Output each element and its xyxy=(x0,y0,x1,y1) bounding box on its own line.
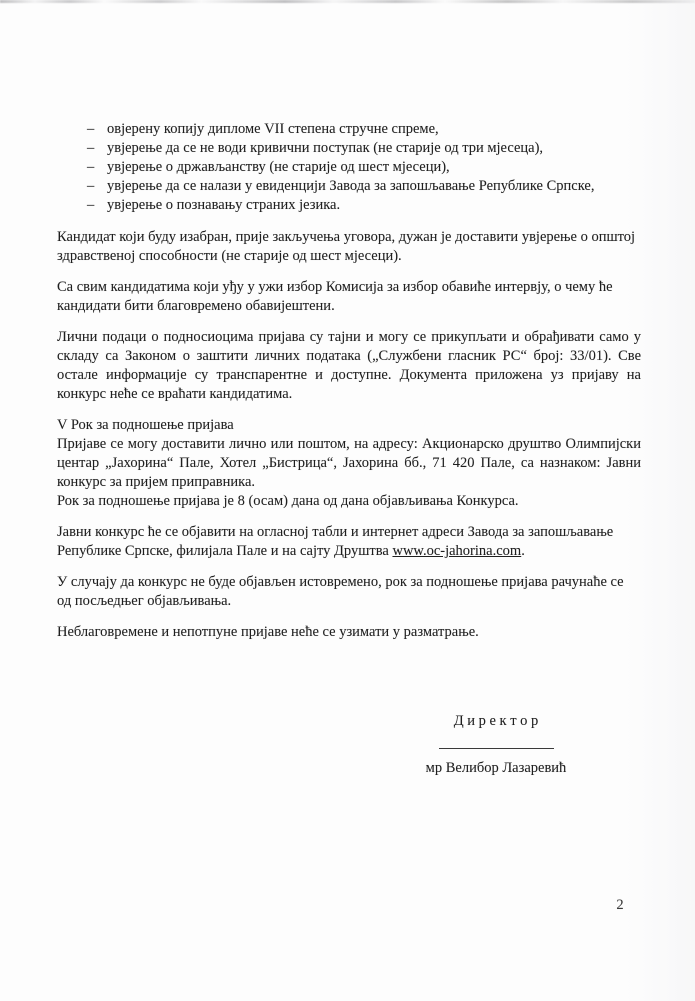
paragraph-candidate-health: Кандидат који буду изабран, прије закључења уговора, дужан је доставити увјерење о општој здравственој способности (не старије од шест мјесеци). xyxy=(57,229,636,264)
dash-marker: – xyxy=(87,197,95,213)
bullet-text: увјерење о држављанству (не старије од шест мјесеци), xyxy=(107,159,450,175)
scan-artifact-top-edge xyxy=(0,0,695,3)
list-item xyxy=(57,196,641,215)
signature-name: мр Велибор Лазаревић xyxy=(425,760,567,776)
website-link: www.oc-jahorina.com xyxy=(392,543,522,559)
paragraph-publication xyxy=(57,523,641,561)
bullet-text: увјерење да се не води кривични поступак (не старије од три мјесеца), xyxy=(107,140,544,156)
document-body xyxy=(57,120,641,654)
bullet-text: овјерену копију дипломе VII степена стручне спреме, xyxy=(107,121,439,137)
sentence-period: . xyxy=(521,543,525,559)
signature-line xyxy=(439,748,554,749)
publication-text: Јавни конкурс ће се објавити на огласној табли и интернет адреси Завода за запошљавање Републике Српске, филијала Пале и на сајту Друштва xyxy=(57,524,614,559)
dash-marker: – xyxy=(87,178,95,194)
requirements-bullet-list xyxy=(57,120,641,215)
list-item xyxy=(57,120,641,139)
paragraph-simultaneous-publication: У случају да конкурс не буде објављен истовремено, рок за подношење пријава рачунаће се од посљедњег објављивања. xyxy=(57,574,624,609)
dash-marker: – xyxy=(87,140,95,156)
paragraph-deadline: Рок за подношење пријава је 8 (осам) дана од дана објављивања Конкурса. xyxy=(57,493,519,509)
page-number: 2 xyxy=(616,897,624,913)
signature-block xyxy=(420,712,572,778)
paragraph-submission-address: Пријаве се могу доставити лично или поштом, на адресу: Акционарско друштво Олимпијски центар „Јахорина“ Пале, Хотел „Бистрица“, Јахорина бб., 71 420 Пале, са назнаком: Јавни конкурс за пријем приправника. xyxy=(57,436,641,490)
bullet-text: увјерење о познавању страних језика. xyxy=(107,197,341,213)
section-v-heading: V Рок за подношење пријава xyxy=(57,417,234,433)
paragraph-late-applications: Неблаговремене и непотпуне пријаве неће се узимати у разматрање. xyxy=(57,624,479,640)
signature-title: Д и р е к т о р xyxy=(453,713,539,729)
bullet-text: увјерење да се налази у евиденцији Завода за запошљавање Републике Српске, xyxy=(107,178,595,194)
list-item xyxy=(57,139,641,158)
paragraph-personal-data: Лични подаци о подносиоцима пријава су тајни и могу се прикупљати и обрађивати само у складу са Законом о заштити личних података („Службени гласник РС“ број: 33/01). Све остале информације су транспарентне и доступне. Документа приложена уз пријаву на конкурс неће се враћати кандидатима. xyxy=(57,329,641,402)
paragraph-interview: Са свим кандидатима који уђу у ужи избор Комисија за избор обавиће интервју, о чему ће кандидати бити благовремено обавијештени. xyxy=(57,279,613,314)
dash-marker: – xyxy=(87,121,95,137)
list-item xyxy=(57,158,641,177)
dash-marker: – xyxy=(87,159,95,175)
list-item xyxy=(57,177,641,196)
